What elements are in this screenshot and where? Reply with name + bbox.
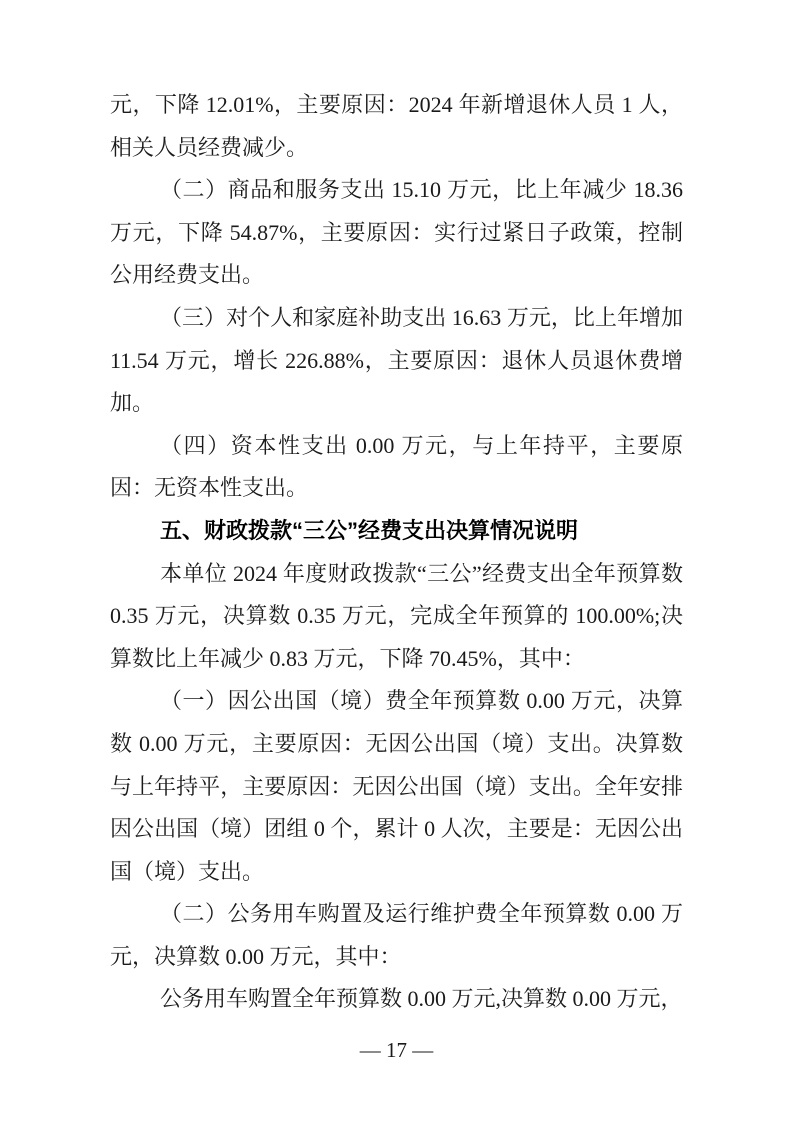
paragraph-individual-family-subsidy: （三）对个人和家庭补助支出 16.63 万元，比上年增加 11.54 万元，增长 226.88%，主要原因：退休人员退休费增加。: [110, 304, 683, 416]
paragraph-capital-expenditure: （四）资本性支出 0.00 万元，与上年持平，主要原因：无资本性支出。: [110, 432, 683, 501]
paragraph-three-public-overview: 本单位 2024 年度财政拨款“三公”经费支出全年预算数 0.35 万元，决算数 0.35 万元，完成全年预算的 100.00%;决算数比上年减少 0.83 万元，下降 70.45%，其中：: [110, 560, 683, 671]
document-body: [110, 84, 683, 1021]
paragraph-goods-and-services: （二）商品和服务支出 15.10 万元，比上年减少 18.36 万元，下降 54.87%，主要原因：实行过紧日子政策，控制公用经费支出。: [110, 177, 683, 288]
paragraph-vehicle-purchase: 公务用车购置全年预算数 0.00 万元,决算数 0.00 万元，: [160, 986, 683, 1012]
page-number: — 17 —: [359, 1038, 434, 1062]
paragraph-personnel-expense-continuation: 元，下降 12.01%，主要原因：2024 年新增退休人员 1 人，相关人员经费减少。: [110, 92, 683, 160]
paragraph-overseas-travel: （一）因公出国（境）费全年预算数 0.00 万元，决算数 0.00 万元，主要原因：无因公出国（境）支出。决算数与上年持平，主要原因：无因公出国（境）支出。全年安排因公出国（境）团组 0 个，累计 0 人次，主要是：无因公出国（境）支出。: [110, 688, 683, 884]
page-footer: [0, 1036, 793, 1064]
paragraph-official-vehicles: （二）公务用车购置及运行维护费全年预算数 0.00 万元，决算数 0.00 万元，其中：: [110, 901, 683, 969]
section-heading-three-public-funds: 五、财政拨款“三公”经费支出决算情况说明: [160, 517, 579, 543]
